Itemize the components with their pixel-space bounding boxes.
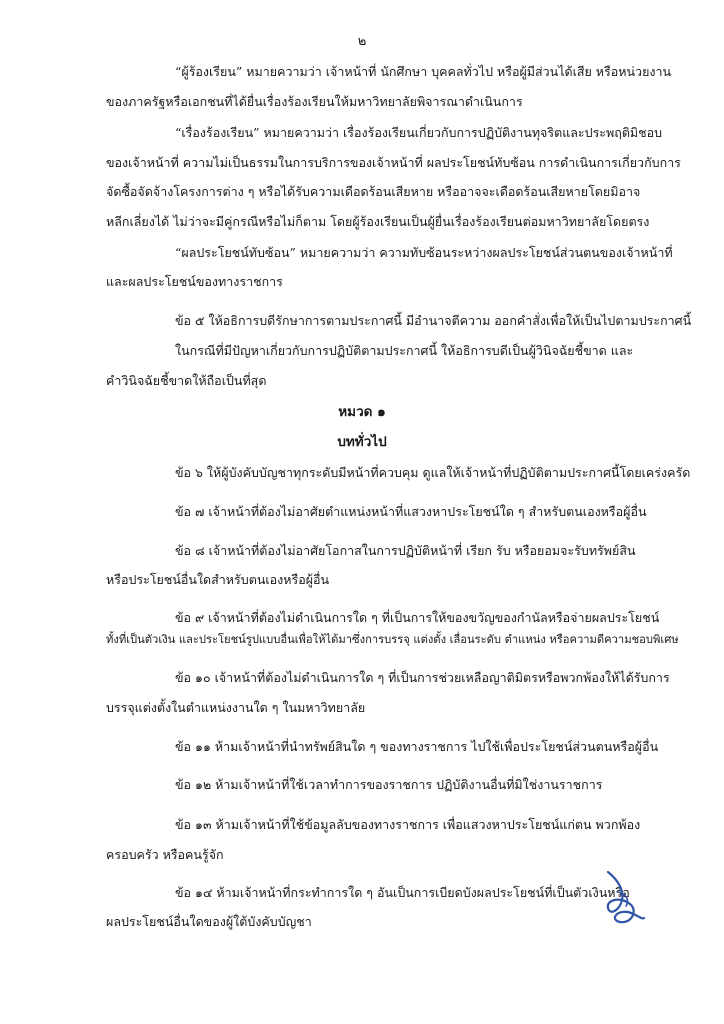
definition-conflict-line-1: “ผลประโยชน์ทับซ้อน” หมายความว่า ความทับซ้อนระหว่างผลประโยชน์ส่วนตนของเจ้าหน้าที่ bbox=[175, 245, 673, 260]
clause-9-line-1: ข้อ ๙ เจ้าหน้าที่ต้องไม่ดำเนินการใด ๆ ที่เป็นการให้ของขวัญของกำนัลหรือจ่ายผลประโยชน์ bbox=[175, 610, 660, 625]
definition-complainant-line-2: ของภาครัฐหรือเอกชนที่ได้ยื่นเรื่องร้องเรียนให้มหาวิทยาลัยพิจารณาดำเนินการ bbox=[106, 94, 523, 109]
chapter-title: หมวด ๑ bbox=[338, 404, 386, 420]
clause-13-line-1: ข้อ ๑๓ ห้ามเจ้าหน้าที่ใช้ข้อมูลลับของทางราชการ เพื่อแสวงหาประโยชน์แก่ตน พวกพ้อง bbox=[175, 817, 641, 832]
clause-10-line-1: ข้อ ๑๐ เจ้าหน้าที่ต้องไม่ดำเนินการใด ๆ ที่เป็นการช่วยเหลือญาติมิตรหรือพวกพ้องให้ได้รับการ bbox=[175, 670, 670, 685]
definition-complaint-line-1: “เรื่องร้องเรียน” หมายความว่า เรื่องร้องเรียนเกี่ยวกับการปฏิบัติงานทุจริตและประพฤติมิชอบ bbox=[175, 125, 663, 140]
clause-8-line-1: ข้อ ๘ เจ้าหน้าที่ต้องไม่อาศัยโอกาสในการปฏิบัติหน้าที่ เรียก รับ หรือยอมจะรับทรัพย์สิน bbox=[175, 543, 636, 558]
definition-complaint-line-2: ของเจ้าหน้าที่ ความไม่เป็นธรรมในการบริการของเจ้าหน้าที่ ผลประโยชน์ทับซ้อน การดำเนินการเกี่ยวกับการ bbox=[106, 155, 681, 170]
clause-12: ข้อ ๑๒ ห้ามเจ้าหน้าที่ใช้เวลาทำการของราชการ ปฏิบัติงานอื่นที่มิใช่งานราชการ bbox=[175, 777, 603, 792]
clause-7: ข้อ ๗ เจ้าหน้าที่ต้องไม่อาศัยตำแหน่งหน้าที่แสวงหาประโยชน์ใด ๆ สำหรับตนเองหรือผู้อื่น bbox=[175, 504, 647, 519]
clause-9-line-2: ทั้งที่เป็นตัวเงิน และประโยชน์รูปแบบอื่นเพื่อให้ได้มาซึ่งการบรรจุ แต่งตั้ง เลื่อนระดับ ตำแหน่ง หรือความดีความชอบพิเศษ bbox=[106, 633, 679, 646]
clause-14-line-2: ผลประโยชน์อื่นใดของผู้ใต้บังคับบัญชา bbox=[106, 914, 312, 929]
page-number: ๒ bbox=[357, 34, 367, 49]
clause-6: ข้อ ๖ ให้ผู้บังคับบัญชาทุกระดับมีหน้าที่ควบคุม ดูแลให้เจ้าหน้าที่ปฏิบัติตามประกาศนี้โดยเคร่งครัด bbox=[175, 465, 691, 480]
clause-14-line-1: ข้อ ๑๔ ห้ามเจ้าหน้าที่กระทำการใด ๆ อันเป็นการเบียดบังผลประโยชน์ที่เป็นตัวเงินหรือ bbox=[175, 885, 630, 900]
clause-10-line-2: บรรจุแต่งตั้งในตำแหน่งงานใด ๆ ในมหาวิทยาลัย bbox=[106, 700, 366, 715]
clause-8-line-2: หรือประโยชน์อื่นใดสำหรับตนเองหรือผู้อื่น bbox=[106, 572, 330, 587]
definition-complainant-line-1: “ผู้ร้องเรียน” หมายความว่า เจ้าหน้าที่ นักศึกษา บุคคลทั่วไป หรือผู้มีส่วนได้เสีย หรือหน่วยงาน bbox=[175, 64, 672, 79]
clause-5-line-2: ในกรณีที่มีปัญหาเกี่ยวกับการปฏิบัติตามประกาศนี้ ให้อธิการบดีเป็นผู้วินิจฉัยชี้ขาด และ bbox=[175, 343, 634, 358]
clause-5-line-1: ข้อ ๕ ให้อธิการบดีรักษาการตามประกาศนี้ มีอำนาจตีความ ออกคำสั่งเพื่อให้เป็นไปตามประกาศนี้ bbox=[175, 313, 692, 328]
clause-11: ข้อ ๑๑ ห้ามเจ้าหน้าที่นำทรัพย์สินใด ๆ ของทางราชการ ไปใช้เพื่อประโยชน์ส่วนตนหรือผู้อื่น bbox=[175, 739, 659, 754]
signature-mark bbox=[596, 870, 648, 930]
definition-conflict-line-2: และผลประโยชน์ของทางราชการ bbox=[106, 274, 283, 289]
chapter-subtitle: บททั่วไป bbox=[337, 434, 387, 450]
definition-complaint-line-4: หลีกเลี่ยงได้ ไม่ว่าจะมีคู่กรณีหรือไม่ก็ตาม โดยผู้ร้องเรียนเป็นผู้ยื่นเรื่องร้องเรียนต่อมหาวิทยาลัยโดยตรง bbox=[106, 214, 650, 229]
clause-13-line-2: ครอบครัว หรือคนรู้จัก bbox=[106, 847, 224, 862]
definition-complaint-line-3: จัดซื้อจัดจ้างโครงการต่าง ๆ หรือได้รับความเดือดร้อนเสียหาย หรืออาจจะเดือดร้อนเสียหายโดยมิอาจ bbox=[106, 184, 641, 199]
clause-5-line-3: คำวินิจฉัยชี้ขาดให้ถือเป็นที่สุด bbox=[106, 373, 267, 388]
